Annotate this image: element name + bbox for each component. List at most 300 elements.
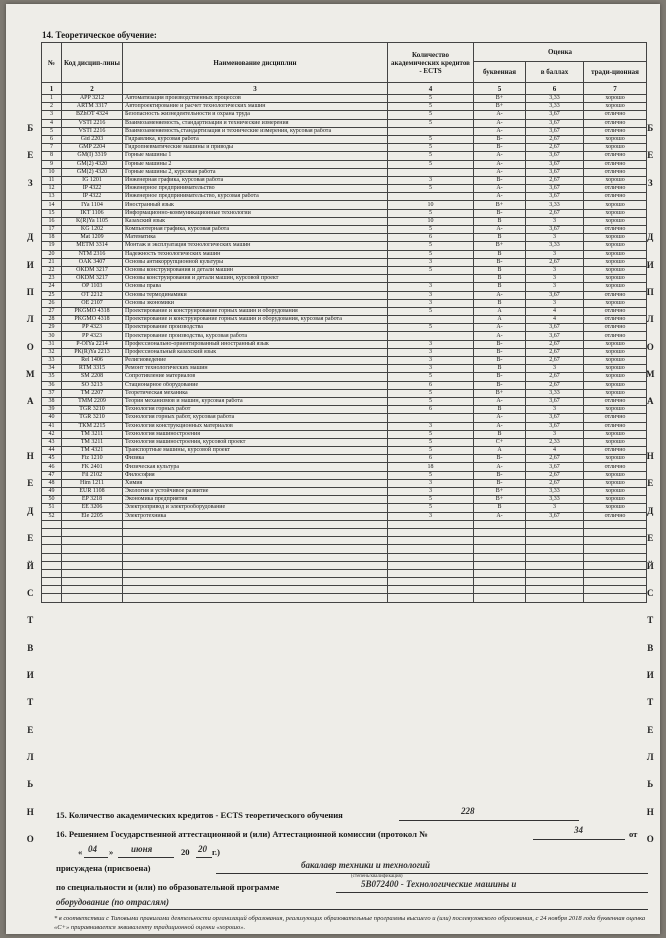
row-traditional-grade: хорошо: [584, 135, 647, 143]
row-number: 38: [42, 397, 62, 405]
row-letter-grade: B+: [474, 389, 526, 397]
row-traditional-grade: отлично: [584, 422, 647, 430]
row-points: 2,67: [526, 471, 584, 479]
underline: [118, 857, 174, 858]
row-number: 37: [42, 389, 62, 397]
header-points: в баллах: [526, 62, 584, 83]
row-name: Взаимозаменяемость,стандартизация и технические измерения, курсовая работа: [123, 127, 388, 135]
row-code: TGR 3210: [62, 414, 123, 422]
row-letter-grade: A-: [474, 422, 526, 430]
row-traditional-grade: [584, 545, 647, 553]
row-points: [526, 528, 584, 536]
row-points: 3,67: [526, 168, 584, 176]
table-row: [42, 111, 647, 119]
row-credits: [388, 528, 474, 536]
row-code: Mat 1209: [62, 234, 123, 242]
row-credits: 18: [388, 463, 474, 471]
row-name: Химия: [123, 479, 388, 487]
row-letter-grade: B-: [474, 348, 526, 356]
row-number: 8: [42, 152, 62, 160]
row-points: 3,33: [526, 389, 584, 397]
row-traditional-grade: хорошо: [584, 373, 647, 381]
row-code: K(R)Ya 1105: [62, 217, 123, 225]
row-traditional-grade: хорошо: [584, 357, 647, 365]
row-traditional-grade: отлично: [584, 324, 647, 332]
underline: [336, 892, 648, 893]
row-name: Основы антикоррупционной культуры: [123, 258, 388, 266]
row-letter-grade: A-: [474, 414, 526, 422]
row-number: 13: [42, 193, 62, 201]
row-points: 2,67: [526, 373, 584, 381]
row-traditional-grade: отлично: [584, 332, 647, 340]
row-credits: [388, 275, 474, 283]
row-code: [62, 561, 123, 569]
row-number: [42, 561, 62, 569]
row-letter-grade: [474, 586, 526, 594]
table-row: [42, 316, 647, 324]
row-number: [42, 520, 62, 528]
row-letter-grade: A: [474, 316, 526, 324]
row-number: 9: [42, 160, 62, 168]
table-row: [42, 594, 647, 602]
row-credits: [388, 569, 474, 577]
date-year: 20: [198, 844, 207, 854]
row-traditional-grade: хорошо: [584, 479, 647, 487]
row-points: 3,33: [526, 201, 584, 209]
row-letter-grade: B+: [474, 488, 526, 496]
row-letter-grade: A-: [474, 324, 526, 332]
row-traditional-grade: отлично: [584, 307, 647, 315]
row-points: 3,67: [526, 127, 584, 135]
row-credits: 5: [388, 119, 474, 127]
row-letter-grade: B: [474, 406, 526, 414]
table-row: [42, 340, 647, 348]
row-points: [526, 553, 584, 561]
table-row: [42, 193, 647, 201]
row-name: Технология машиностроения, курсовой проект: [123, 438, 388, 446]
table-row: [42, 512, 647, 520]
row-code: P-OIYa 2214: [62, 340, 123, 348]
date-year-prefix: 20: [181, 847, 190, 857]
row-points: 3,67: [526, 152, 584, 160]
row-name: Монтаж и эксплуатация технологических машин: [123, 242, 388, 250]
row-number: [42, 578, 62, 586]
row-code: PP 4323: [62, 332, 123, 340]
row-letter-grade: B-: [474, 176, 526, 184]
row-code: IP 4322: [62, 185, 123, 193]
row-credits: 5: [388, 496, 474, 504]
row-points: 3,67: [526, 291, 584, 299]
row-letter-grade: A-: [474, 291, 526, 299]
row-credits: 5: [388, 135, 474, 143]
row-credits: [388, 578, 474, 586]
row-name: Технология горных работ, курсовая работа: [123, 414, 388, 422]
row-traditional-grade: хорошо: [584, 430, 647, 438]
row-name: Профессионально-ориентированный иностранный язык: [123, 340, 388, 348]
date-year-suffix: г.): [212, 847, 220, 857]
row-name: [123, 561, 388, 569]
colnum-3: 3: [123, 83, 388, 95]
row-number: 31: [42, 340, 62, 348]
row-code: TM 3211: [62, 430, 123, 438]
row-code: SM 2208: [62, 373, 123, 381]
row-name: Инженерное предпринимательство, курсовая работа: [123, 193, 388, 201]
row-credits: [388, 586, 474, 594]
table-row: [42, 520, 647, 528]
row-points: 2,67: [526, 135, 584, 143]
row-points: 2,67: [526, 455, 584, 463]
row-credits: [388, 537, 474, 545]
table-row: [42, 266, 647, 274]
table-row: [42, 119, 647, 127]
row-traditional-grade: хорошо: [584, 504, 647, 512]
row-credits: 5: [388, 471, 474, 479]
header-name: Наименование дисциплин: [123, 43, 388, 83]
row-points: 3,67: [526, 332, 584, 340]
table-row: [42, 201, 647, 209]
row-code: Fiz 1210: [62, 455, 123, 463]
row-letter-grade: B: [474, 283, 526, 291]
row-credits: 5: [388, 266, 474, 274]
row-code: Ele 2205: [62, 512, 123, 520]
row-credits: [388, 316, 474, 324]
awarded-label: присуждена (присвоена): [56, 863, 151, 873]
row-points: 4: [526, 316, 584, 324]
table-row: [42, 258, 647, 266]
row-number: 41: [42, 422, 62, 430]
degree-value: бакалавр техники и технологий: [301, 860, 431, 870]
row-credits: 5: [388, 111, 474, 119]
row-credits: 5: [388, 430, 474, 438]
underline: [84, 857, 108, 858]
row-letter-grade: B-: [474, 479, 526, 487]
row-points: 3,67: [526, 324, 584, 332]
row-credits: 3: [388, 365, 474, 373]
row-credits: 5: [388, 504, 474, 512]
row-points: 3: [526, 406, 584, 414]
row-name: Основы экономики: [123, 299, 388, 307]
row-traditional-grade: хорошо: [584, 201, 647, 209]
row-letter-grade: B: [474, 275, 526, 283]
row-letter-grade: B: [474, 299, 526, 307]
row-letter-grade: A-: [474, 168, 526, 176]
row-letter-grade: A-: [474, 332, 526, 340]
row-number: [42, 594, 62, 602]
row-name: Автоматизация производственных процессов: [123, 95, 388, 103]
header-no: №: [42, 43, 62, 83]
row-number: 4: [42, 119, 62, 127]
row-name: Технология машиностроения: [123, 430, 388, 438]
row-traditional-grade: отлично: [584, 152, 647, 160]
row-number: 52: [42, 512, 62, 520]
row-number: [42, 537, 62, 545]
row-points: 3,33: [526, 103, 584, 111]
row-number: 34: [42, 365, 62, 373]
row-number: 25: [42, 291, 62, 299]
row-name: Горные машины 2, курсовая работа: [123, 168, 388, 176]
row-code: APP 3212: [62, 95, 123, 103]
row-letter-grade: A-: [474, 226, 526, 234]
row-letter-grade: B-: [474, 471, 526, 479]
row-number: 42: [42, 430, 62, 438]
row-code: NTM 2316: [62, 250, 123, 258]
table-row: [42, 168, 647, 176]
row-credits: 5: [388, 373, 474, 381]
row-points: 2,67: [526, 357, 584, 365]
row-credits: 5: [388, 152, 474, 160]
row-code: [62, 578, 123, 586]
row-name: Гидравлика, курсовая работа: [123, 135, 388, 143]
row-traditional-grade: хорошо: [584, 381, 647, 389]
row-credits: 5: [388, 397, 474, 405]
row-credits: 5: [388, 324, 474, 332]
footnote: * в соответствии с Типовыми правилами деятельности организаций образования, реализующих образовательные программы высшего и (или) послевузовского образования, с 24 ноября 2018 года буквенная оценка «С+» приравнивается эквиваленту традиционной оценки «хорошо».: [54, 915, 646, 931]
row-number: 3: [42, 111, 62, 119]
row-name: Основы права: [123, 283, 388, 291]
row-points: 3: [526, 250, 584, 258]
row-letter-grade: [474, 520, 526, 528]
row-letter-grade: A-: [474, 111, 526, 119]
specialty-label: по специальности и (или) по образовательной программе: [56, 882, 280, 892]
row-code: [62, 520, 123, 528]
row-letter-grade: A-: [474, 152, 526, 160]
row-code: IG 1201: [62, 176, 123, 184]
table-row: [42, 95, 647, 103]
row-name: Проектирование производства: [123, 324, 388, 332]
row-points: 2,67: [526, 340, 584, 348]
row-letter-grade: A-: [474, 397, 526, 405]
table-row: [42, 406, 647, 414]
row-points: 3: [526, 365, 584, 373]
row-letter-grade: [474, 569, 526, 577]
row-credits: 3: [388, 357, 474, 365]
date-open-quote: «: [78, 847, 83, 857]
row-traditional-grade: хорошо: [584, 455, 647, 463]
date-month: июня: [131, 844, 153, 854]
row-name: [123, 520, 388, 528]
row-number: 47: [42, 471, 62, 479]
row-code: Fil 2102: [62, 471, 123, 479]
row-credits: 5: [388, 103, 474, 111]
row-letter-grade: [474, 528, 526, 536]
row-letter-grade: A-: [474, 127, 526, 135]
row-points: 2,67: [526, 348, 584, 356]
colnum-5: 5: [474, 83, 526, 95]
row-points: 3,67: [526, 160, 584, 168]
row-code: VSTI 2216: [62, 127, 123, 135]
row-number: 11: [42, 176, 62, 184]
row-traditional-grade: хорошо: [584, 209, 647, 217]
row-credits: 5: [388, 250, 474, 258]
row-number: 18: [42, 234, 62, 242]
table-row: [42, 569, 647, 577]
row-traditional-grade: [584, 520, 647, 528]
row-number: 36: [42, 381, 62, 389]
row-letter-grade: B+: [474, 201, 526, 209]
row-points: 3,67: [526, 185, 584, 193]
table-row: [42, 103, 647, 111]
row-traditional-grade: хорошо: [584, 275, 647, 283]
table-row: [42, 381, 647, 389]
table-row: [42, 185, 647, 193]
side-text-right: Б Е З Д И П Л О М А Н Е Д Е Й С Т В И Т Е Л Ь Н О: [646, 123, 655, 844]
table-row: [42, 479, 647, 487]
row-points: [526, 578, 584, 586]
row-letter-grade: B-: [474, 357, 526, 365]
row-name: [123, 553, 388, 561]
row-code: TGR 3210: [62, 406, 123, 414]
row-name: Теория механизмов и машин, курсовая работа: [123, 397, 388, 405]
row-letter-grade: [474, 537, 526, 545]
row-credits: 6: [388, 455, 474, 463]
row-traditional-grade: хорошо: [584, 365, 647, 373]
row-number: 24: [42, 283, 62, 291]
table-row: [42, 373, 647, 381]
row-code: [62, 537, 123, 545]
row-code: TKM 2215: [62, 422, 123, 430]
row-code: GM(2) 4320: [62, 160, 123, 168]
row-traditional-grade: хорошо: [584, 176, 647, 184]
row-traditional-grade: хорошо: [584, 488, 647, 496]
row-code: TM 4321: [62, 447, 123, 455]
row-credits: 3: [388, 348, 474, 356]
row-credits: [388, 414, 474, 422]
row-letter-grade: B: [474, 504, 526, 512]
row-letter-grade: B: [474, 250, 526, 258]
row-points: 3,67: [526, 193, 584, 201]
row-name: Проектирование и конструирование горных машин и оборудования: [123, 307, 388, 315]
row-points: 2,67: [526, 144, 584, 152]
row-code: [62, 528, 123, 536]
row-number: 12: [42, 185, 62, 193]
row-code: OP 1103: [62, 283, 123, 291]
row-number: 32: [42, 348, 62, 356]
row-letter-grade: A-: [474, 185, 526, 193]
row-number: 46: [42, 463, 62, 471]
row-traditional-grade: хорошо: [584, 217, 647, 225]
colnum-2: 2: [62, 83, 123, 95]
row-credits: [388, 168, 474, 176]
row-letter-grade: B-: [474, 455, 526, 463]
row-name: Взаимозаменяемость, стандартизация и технические измерения: [123, 119, 388, 127]
row-code: PK(R)Ya 2213: [62, 348, 123, 356]
row-credits: 5: [388, 160, 474, 168]
attestation-label: 16. Решением Государственной аттестационной и (или) Аттестационной комиссии (протокол №: [56, 829, 428, 839]
row-name: Горные машины 2: [123, 160, 388, 168]
row-code: SO 3213: [62, 381, 123, 389]
row-traditional-grade: хорошо: [584, 242, 647, 250]
row-traditional-grade: хорошо: [584, 250, 647, 258]
row-name: [123, 528, 388, 536]
row-letter-grade: B: [474, 217, 526, 225]
row-traditional-grade: хорошо: [584, 95, 647, 103]
row-points: 3,33: [526, 95, 584, 103]
row-points: 3: [526, 299, 584, 307]
row-points: [526, 545, 584, 553]
row-code: EP 3218: [62, 496, 123, 504]
row-number: [42, 553, 62, 561]
row-code: TMM 2209: [62, 397, 123, 405]
row-points: 3,67: [526, 397, 584, 405]
row-points: 2,33: [526, 438, 584, 446]
row-traditional-grade: отлично: [584, 512, 647, 520]
table-row: [42, 250, 647, 258]
row-number: 7: [42, 144, 62, 152]
row-code: [62, 553, 123, 561]
table-row: [42, 586, 647, 594]
underline: [399, 820, 579, 821]
row-credits: 10: [388, 217, 474, 225]
row-traditional-grade: [584, 569, 647, 577]
row-code: PP 4323: [62, 324, 123, 332]
row-credits: 5: [388, 389, 474, 397]
row-code: OKDM 3217: [62, 275, 123, 283]
row-number: [42, 545, 62, 553]
row-traditional-grade: [584, 578, 647, 586]
row-code: OAK 3407: [62, 258, 123, 266]
row-points: 3,33: [526, 242, 584, 250]
row-number: 5: [42, 127, 62, 135]
row-points: 3,67: [526, 512, 584, 520]
row-points: 3: [526, 275, 584, 283]
row-number: 14: [42, 201, 62, 209]
row-points: 2,67: [526, 381, 584, 389]
row-traditional-grade: [584, 586, 647, 594]
row-credits: 5: [388, 95, 474, 103]
row-traditional-grade: хорошо: [584, 266, 647, 274]
table-row: [42, 332, 647, 340]
row-credits: 6: [388, 406, 474, 414]
row-traditional-grade: хорошо: [584, 299, 647, 307]
row-letter-grade: A-: [474, 463, 526, 471]
row-points: 3: [526, 217, 584, 225]
row-name: Автопроектирование и расчет технологических машин: [123, 103, 388, 111]
row-number: [42, 586, 62, 594]
row-credits: 5: [388, 185, 474, 193]
row-traditional-grade: [584, 561, 647, 569]
row-letter-grade: B-: [474, 135, 526, 143]
row-number: 2: [42, 103, 62, 111]
row-credits: 5: [388, 307, 474, 315]
row-number: 51: [42, 504, 62, 512]
row-traditional-grade: отлично: [584, 185, 647, 193]
table-row: [42, 217, 647, 225]
row-traditional-grade: отлично: [584, 193, 647, 201]
row-name: Электропривод и электрооборудование: [123, 504, 388, 512]
underline: [56, 909, 648, 910]
row-credits: 5: [388, 447, 474, 455]
row-name: Основы термодинамики: [123, 291, 388, 299]
row-credits: 5: [388, 144, 474, 152]
row-name: Основы конструирования и детали машин, курсовой проект: [123, 275, 388, 283]
row-name: Основы конструирования и детали машин: [123, 266, 388, 274]
row-points: 3,67: [526, 119, 584, 127]
table-row: [42, 291, 647, 299]
row-credits: [388, 561, 474, 569]
table-row: [42, 438, 647, 446]
row-number: 26: [42, 299, 62, 307]
row-traditional-grade: отлично: [584, 414, 647, 422]
row-letter-grade: A: [474, 307, 526, 315]
row-traditional-grade: хорошо: [584, 471, 647, 479]
row-traditional-grade: [584, 553, 647, 561]
row-credits: [388, 332, 474, 340]
row-number: 21: [42, 258, 62, 266]
row-letter-grade: [474, 578, 526, 586]
row-code: TM 2207: [62, 389, 123, 397]
row-number: 10: [42, 168, 62, 176]
row-name: Инженерная графика, курсовая работа: [123, 176, 388, 184]
